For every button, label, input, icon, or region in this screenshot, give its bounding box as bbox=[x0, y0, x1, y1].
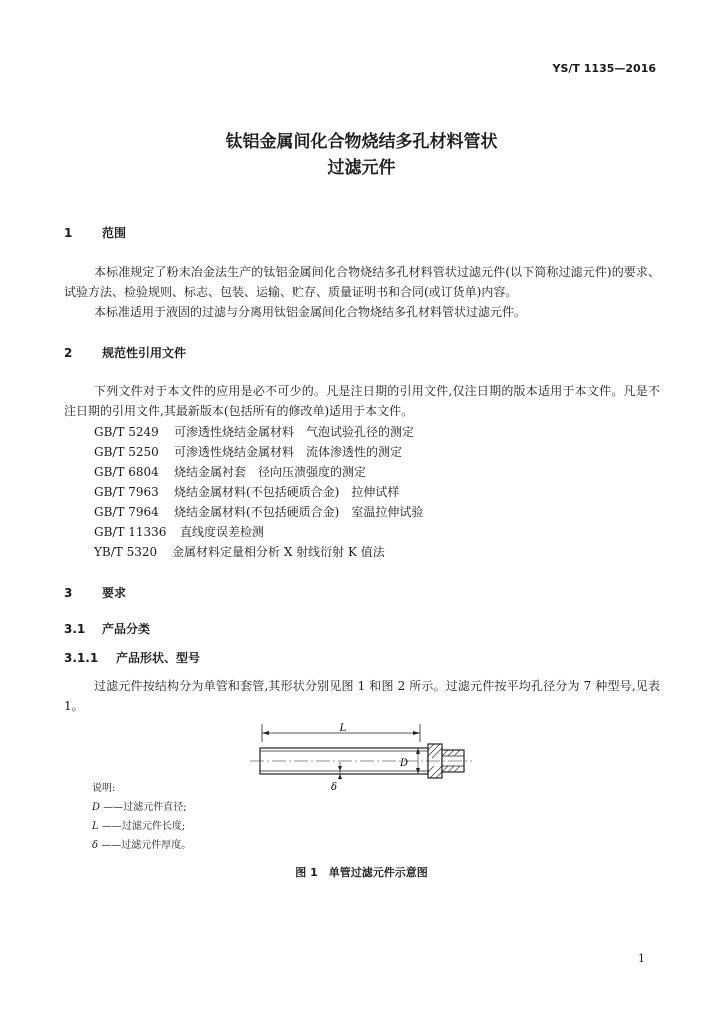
reference-item bbox=[94, 483, 399, 500]
reference-item bbox=[94, 443, 402, 460]
reference-item bbox=[94, 423, 414, 440]
reference-title: 可渗透性烧结金属材料 流体渗透性的测定 bbox=[174, 445, 403, 459]
reference-item bbox=[94, 463, 366, 480]
dim-label-delta: δ bbox=[331, 782, 338, 792]
reference-code: GB/T 6804 bbox=[94, 465, 159, 479]
reference-item bbox=[94, 523, 264, 540]
figure-1-caption: 图 1 单管过滤元件示意图 bbox=[295, 866, 428, 879]
reference-code: GB/T 11336 bbox=[94, 525, 167, 539]
arrow-head bbox=[338, 774, 342, 779]
reference-title: 烧结金属材料(不包括硬质合金) 室温拉伸试验 bbox=[174, 505, 424, 519]
document-title-line2: 过滤元件 bbox=[327, 158, 396, 178]
legend-text: ——过滤元件长度; bbox=[101, 821, 186, 832]
section-2-number: 2 bbox=[64, 346, 73, 360]
section-2-title: 规范性引用文件 bbox=[102, 346, 187, 360]
reference-title: 直线度误差检测 bbox=[180, 525, 265, 539]
section-3-1-1-number: 3.1.1 bbox=[64, 651, 99, 665]
reference-title: 可渗透性烧结金属材料 气泡试验孔径的测定 bbox=[174, 425, 415, 439]
reference-code: GB/T 7964 bbox=[94, 505, 159, 519]
section-1-title: 范围 bbox=[102, 226, 127, 240]
section-3-1-title: 产品分类 bbox=[102, 622, 151, 636]
reference-title: 烧结金属材料(不包括硬质合金) 拉伸试样 bbox=[174, 485, 400, 499]
dim-label-L: L bbox=[339, 723, 347, 734]
figure-legend-item bbox=[92, 817, 185, 832]
section-3-title: 要求 bbox=[102, 586, 127, 600]
page-number: 1 bbox=[638, 952, 645, 965]
section-1-number: 1 bbox=[64, 226, 73, 240]
reference-code: GB/T 7963 bbox=[94, 485, 159, 499]
arrow-head bbox=[262, 731, 269, 735]
dim-label-D: D bbox=[400, 758, 409, 769]
reference-code: GB/T 5249 bbox=[94, 425, 159, 439]
section-3-1-heading bbox=[64, 620, 150, 637]
reference-title: 烧结金属衬套 径向压溃强度的测定 bbox=[174, 465, 367, 479]
section-3-heading bbox=[64, 584, 126, 601]
figure-legend-title: 说明: bbox=[92, 783, 116, 794]
reference-item bbox=[94, 503, 423, 520]
figure-1-drawing bbox=[236, 718, 476, 792]
legend-symbol: D bbox=[92, 802, 101, 813]
figure-legend-item bbox=[92, 836, 191, 851]
section-1-para-1: 本标准规定了粉末冶金法生产的钛铝金属间化合物烧结多孔材料管状过滤元件(以下简称过滤元件)的要求、试验方法、检验规则、标志、包装、运输、贮存、质量证明书和合同(或订货单)内容。 bbox=[64, 265, 660, 299]
section-2-heading bbox=[64, 344, 186, 361]
section-2-para: 下列文件对于本文件的应用是必不可少的。凡是注日期的引用文件,仅注日期的版本适用于本文件。凡是不注日期的引用文件,其最新版本(包括所有的修改单)适用于本文件。 bbox=[64, 384, 660, 418]
reference-title: 金属材料定量相分析 X 射线衍射 K 值法 bbox=[172, 545, 385, 559]
section-1-para-2: 本标准适用于液固的过滤与分离用钛铝金属间化合物烧结多孔材料管状过滤元件。 bbox=[94, 305, 527, 319]
figure-legend-item bbox=[92, 798, 187, 813]
section-1-heading bbox=[64, 224, 126, 241]
reference-code: GB/T 5250 bbox=[94, 445, 159, 459]
legend-text: ——过滤元件直径; bbox=[103, 802, 187, 813]
section-3-1-1-title: 产品形状、型号 bbox=[116, 651, 201, 665]
arrow-head bbox=[338, 766, 342, 771]
legend-symbol: L bbox=[92, 821, 99, 832]
legend-symbol: δ bbox=[92, 840, 99, 851]
section-3-1-number: 3.1 bbox=[64, 622, 86, 636]
section-3-para: 过滤元件按结构分为单管和套管,其形状分别见图 1 和图 2 所示。过滤元件按平均孔径分为 7 种型号,见表 1。 bbox=[64, 679, 660, 713]
reference-item bbox=[94, 543, 385, 560]
section-3-1-1-heading bbox=[64, 649, 200, 666]
legend-text: ——过滤元件厚度。 bbox=[101, 840, 192, 851]
reference-code: YB/T 5320 bbox=[94, 545, 158, 559]
arrow-head bbox=[413, 731, 420, 735]
standard-number: YS/T 1135—2016 bbox=[552, 62, 656, 75]
section-3-number: 3 bbox=[64, 586, 73, 600]
document-title-line1: 钛铝金属间化合物烧结多孔材料管状 bbox=[225, 132, 498, 152]
